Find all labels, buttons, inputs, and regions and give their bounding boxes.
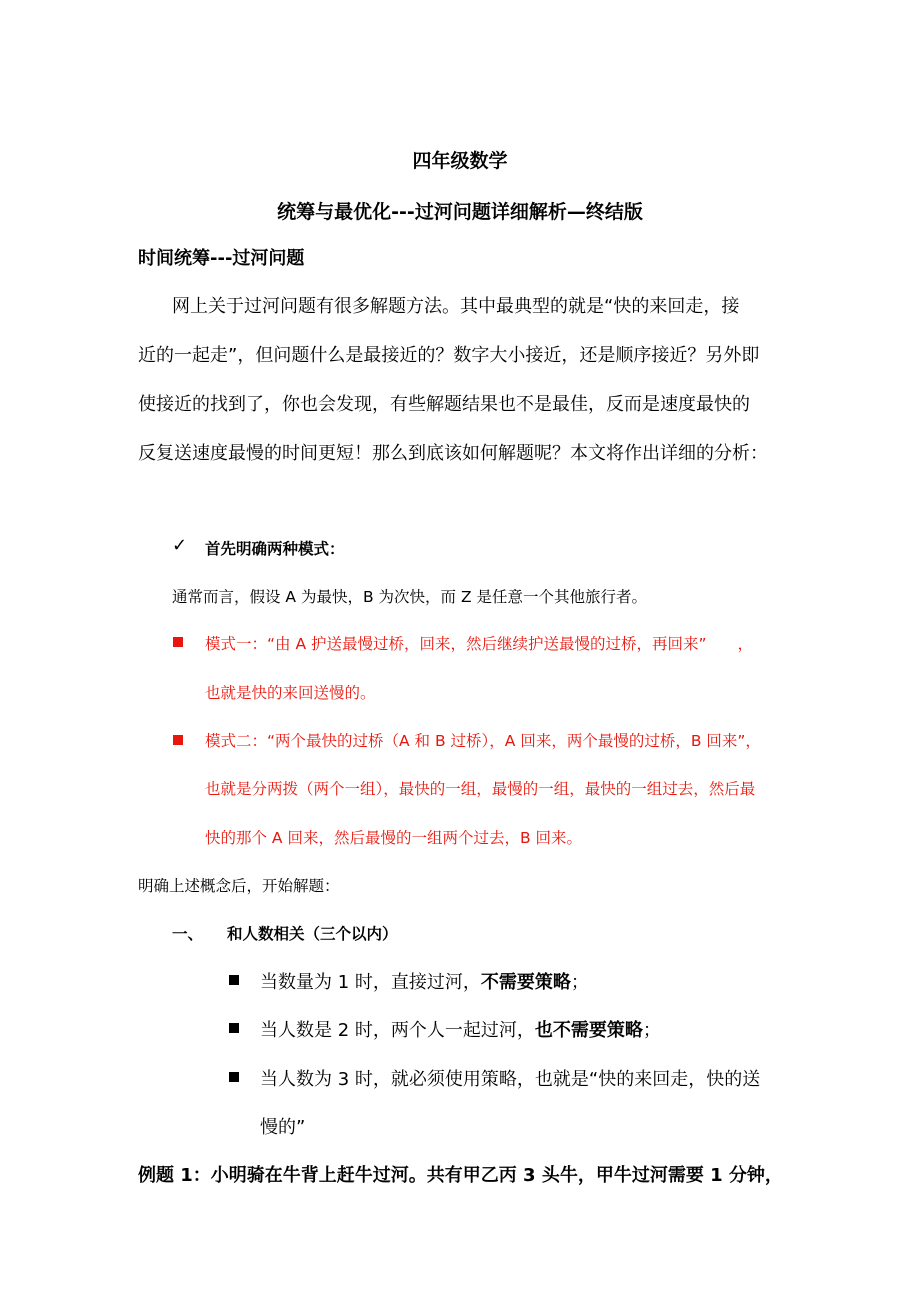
case-2-text: 当人数是 2 时，两个人一起过河，也不需要策略； (260, 1020, 661, 1041)
case-3-line-1: 当人数为 3 时，就必须使用策略，也就是“快的来回走，快的送 (260, 1069, 761, 1090)
case-1-text: 当数量为 1 时，直接过河，不需要策略； (260, 972, 589, 993)
intro-line-1: 网上关于过河问题有很多解题方法。其中最典型的就是“快的来回走，接 (172, 296, 740, 317)
page-subtitle: 统筹与最优化---过河问题详细解析—终结版 (277, 201, 643, 223)
red-square-bullet-icon (173, 637, 183, 647)
mode2-line-3: 快的那个 A 回来，然后最慢的一组两个过去，B 回来。 (205, 829, 583, 847)
part1-heading: 和人数相关（三个以内） (227, 925, 398, 943)
mode1-line-1: 模式一：“由 A 护送最慢过桥，回来，然后继续护送最慢的过桥，再回来” ， (205, 635, 754, 653)
intro-line-3: 使接近的找到了，你也会发现，有些解题结果也不是最佳，反而是速度最快的 (138, 394, 750, 415)
assumption-text: 通常而言，假设 A 为最快，B 为次快，而 Z 是任意一个其他旅行者。 (172, 588, 647, 606)
black-square-bullet-icon (229, 1023, 239, 1033)
black-square-bullet-icon (229, 975, 239, 985)
page-title: 四年级数学 (412, 150, 508, 172)
section-heading: 时间统筹---过河问题 (138, 248, 305, 269)
mode1-line-2: 也就是快的来回送慢的。 (205, 684, 376, 702)
transition-text: 明确上述概念后，开始解题： (138, 877, 340, 895)
check-icon: ✓ (172, 535, 188, 556)
mode2-line-1: 模式二：“两个最快的过桥（A 和 B 过桥），A 回来，两个最慢的过桥，B 回来”， (205, 732, 761, 750)
red-square-bullet-icon (173, 735, 183, 745)
black-square-bullet-icon (229, 1072, 239, 1082)
case-3-line-2: 慢的” (260, 1117, 306, 1138)
intro-line-2: 近的一起走”，但问题什么是最接近的？数字大小接近，还是顺序接近？另外即 (138, 345, 760, 366)
mode2-line-2: 也就是分两拨（两个一组），最快的一组，最慢的一组，最快的一组过去，然后最 (205, 780, 756, 798)
check-item-text: 首先明确两种模式： (205, 540, 345, 558)
part1-number: 一、 (172, 925, 204, 943)
example-1-text: 例题 1：小明骑在牛背上赶牛过河。共有甲乙丙 3 头牛，甲牛过河需要 1 分钟， (138, 1165, 783, 1186)
intro-line-4: 反复送速度最慢的时间更短！那么到底该如何解题呢？本文将作出详细的分析： (138, 443, 768, 464)
